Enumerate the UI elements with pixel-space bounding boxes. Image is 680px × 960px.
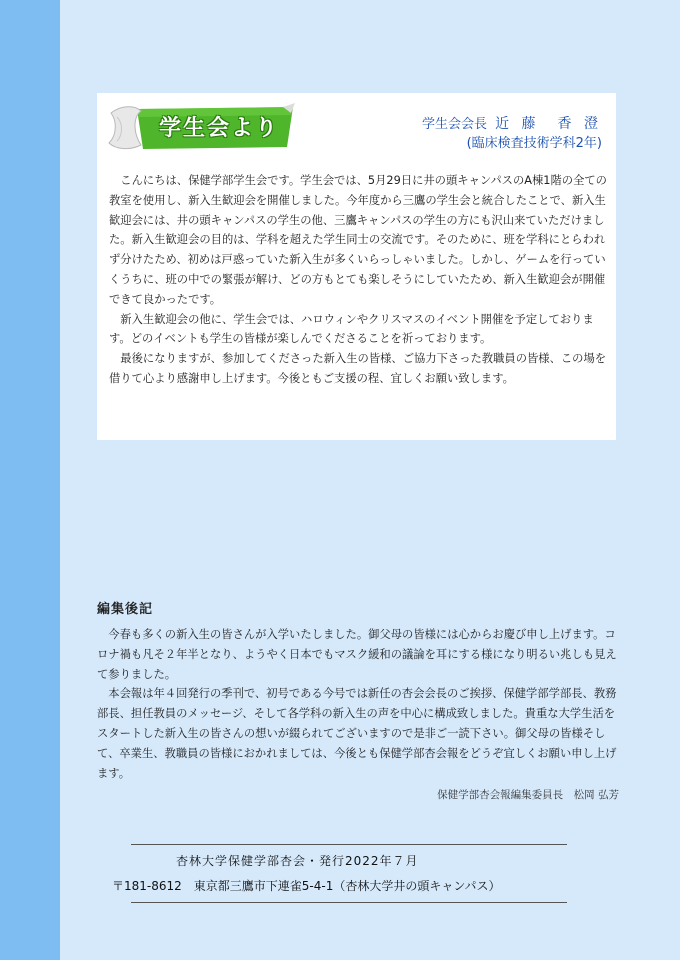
left-accent-bar bbox=[0, 0, 60, 960]
footer-publisher: 杏林大学保健学部杏会・発行2022年７月 bbox=[176, 854, 419, 868]
editors-note-title: 編集後記 bbox=[97, 602, 154, 617]
editors-note-paragraph: 本会報は年４回発行の季刊で、初号である今号では新任の杏会会長のご挨拶、保健学部学部長、教務部長、担任教員のメッセージ、そして各学科の新入生の声を中心に構成致しました。貴重な大学生活をスタートした新入生の皆さんの想いが綴られてございますので是非ご一読下さい。御父母の皆様そして、卒業生、教職員の皆様におかれましては、今後とも保健学部杏会報をどうぞ宜しくお願い申し上げます。 bbox=[97, 687, 617, 780]
author-name: 近 藤 香 澄 bbox=[495, 116, 602, 132]
section-banner bbox=[107, 103, 295, 151]
card-paragraph: 最後になりますが、参加してくださった新入生の皆様、ご協力下さった教職員の皆様、この場を借りて心より感謝申し上げます。今後ともご支援の程、宜しくお願い致します。 bbox=[109, 352, 607, 385]
author-block bbox=[422, 115, 602, 153]
editors-note-body bbox=[97, 625, 619, 783]
footer-address: 〒181-8612 東京都三鷹市下連雀5-4-1（杏林大学井の頭キャンパス） bbox=[112, 879, 501, 893]
student-council-card bbox=[97, 93, 616, 440]
editors-note-signature: 保健学部杏会報編集委員長 松岡 弘芳 bbox=[437, 789, 619, 802]
card-paragraph: こんにちは、保健学部学生会です。学生会では、5月29日に井の頭キャンパスのA棟1階の全ての教室を使用し、新入生歓迎会を開催しました。今年度から三鷹の学生会と統合したことで、新入生歓迎会には、井の頭キャンパスの学生の他、三鷹キャンパスの学生の方にも沢山来ていただけました。新入生歓迎会の目的は、学科を超えた学生同士の交流です。そのために、班を学科にとらわれず分けたため、初めは戸惑っていた新入生が多くいらっしゃいました。しかし、ゲームを行っていくうちに、班の中での緊張が解け、どの方もとても楽しそうにしていたため、新入生歓迎会が開催できて良かったです。 bbox=[109, 174, 607, 306]
banner-title: 学生会より bbox=[159, 116, 280, 141]
footer-divider-bottom bbox=[131, 902, 567, 903]
card-body bbox=[109, 171, 607, 389]
editors-note-paragraph: 今春も多くの新入生の皆さんが入学いたしました。御父母の皆様には心からお慶び申し上げます。コロナ禍も凡そ２年半となり、ようやく日本でもマスク緩和の議論を耳にする様になり明るい兆しも見えて参りました。 bbox=[97, 628, 617, 681]
author-affiliation: (臨床検査技術学科2年) bbox=[466, 136, 602, 151]
card-paragraph: 新入生歓迎会の他に、学生会では、ハロウィンやクリスマスのイベント開催を予定しております。どのイベントも学生の皆様が楽しんでくださることを祈っております。 bbox=[109, 312, 594, 346]
footer-divider-top bbox=[131, 844, 567, 845]
editors-note bbox=[97, 598, 619, 802]
author-role: 学生会会長 bbox=[421, 117, 487, 132]
